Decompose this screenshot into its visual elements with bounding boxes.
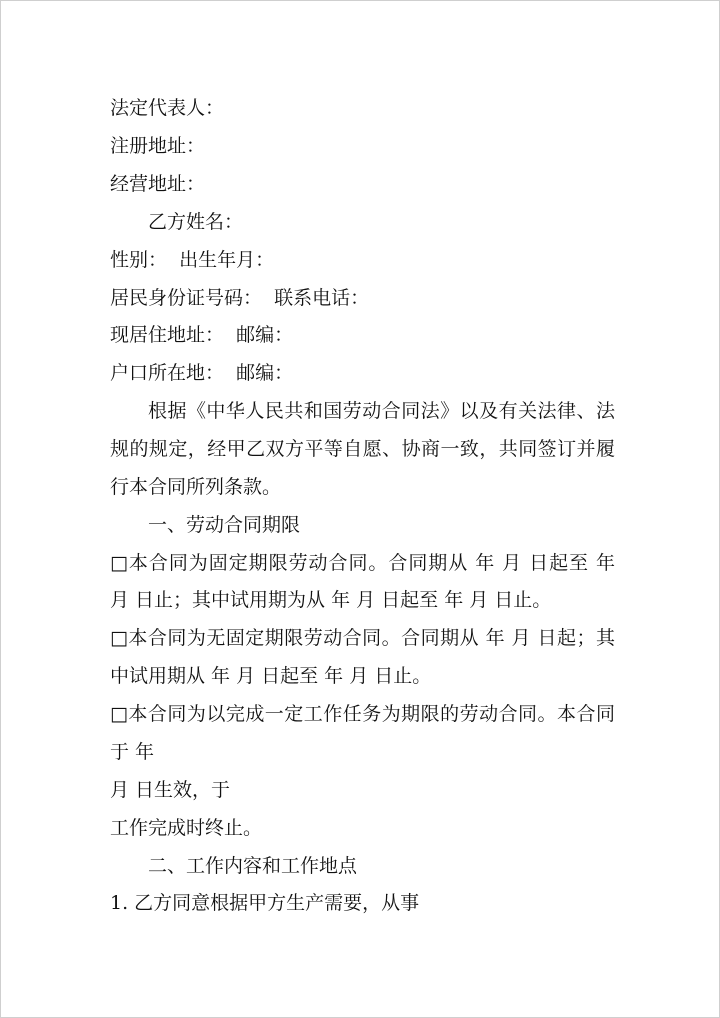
party-b-name-label: 乙方姓名： <box>148 211 244 233</box>
task-term-option-line-1: □本合同为以完成一定工作任务为期限的劳动合同。本合同 <box>110 703 615 725</box>
task-term-option-line-2: 于 年 <box>110 741 155 763</box>
preamble-line-2: 规的规定，经甲乙双方平等自愿、协商一致，共同签订并履 <box>110 438 615 460</box>
task-term-option-line-4: 工作完成时终止。 <box>110 817 263 839</box>
task-term-option-line-3: 月 日生效，于 <box>110 779 231 801</box>
open-term-option-line-1: □本合同为无固定期限劳动合同。合同期从 年 月 日起；其 <box>110 627 615 649</box>
section-heading-contract-term: 一、劳动合同期限 <box>148 514 301 536</box>
work-content-item-1: 1. 乙方同意根据甲方生产需要，从事 <box>110 892 420 914</box>
registered-address-label: 注册地址： <box>110 135 206 157</box>
business-address-label: 经营地址： <box>110 173 206 195</box>
fixed-term-option-line-1: □本合同为固定期限劳动合同。合同期从 年 月 日起至 年 <box>110 552 615 574</box>
household-address-postcode-line: 户口所在地： 邮编： <box>110 362 294 384</box>
fixed-term-option-line-2: 月 日止；其中试用期为从 年 月 日起至 年 月 日止。 <box>110 589 552 611</box>
gender-birthdate-line: 性别： 出生年月： <box>110 249 275 271</box>
current-address-postcode-line: 现居住地址： 邮编： <box>110 324 294 346</box>
legal-representative-label: 法定代表人： <box>110 97 225 119</box>
preamble-line-1: 根据《中华人民共和国劳动合同法》以及有关法律、法 <box>148 400 615 422</box>
preamble-line-3: 行本合同所列条款。 <box>110 476 282 498</box>
id-number-phone-line: 居民身份证号码： 联系电话： <box>110 287 370 309</box>
open-term-option-line-2: 中试用期从 年 月 日起至 年 月 日止。 <box>110 665 432 687</box>
section-heading-work-content-location: 二、工作内容和工作地点 <box>148 855 358 877</box>
